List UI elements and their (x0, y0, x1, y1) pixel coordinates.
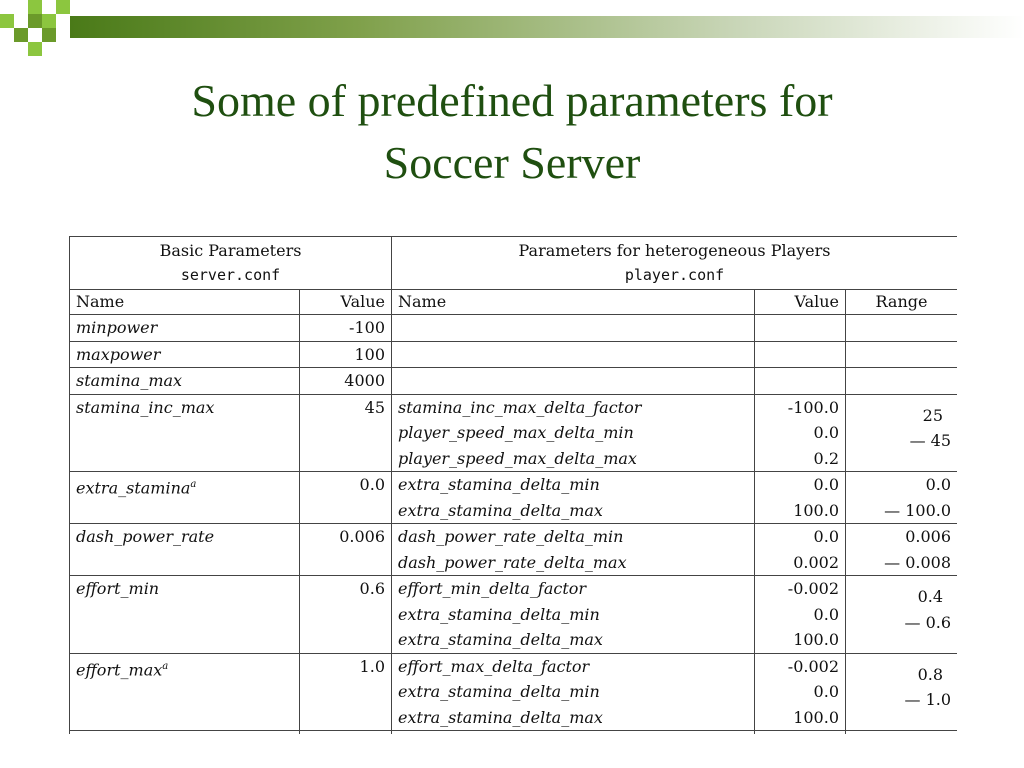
hetero-param-value: 100.0 (793, 500, 839, 520)
hetero-param-values (755, 368, 846, 395)
title-line-2: Soccer Server (383, 137, 641, 188)
decorative-header-bar (0, 0, 1024, 56)
column-header-row (70, 290, 958, 315)
deco-square-7 (56, 0, 70, 14)
range-cell (846, 653, 958, 731)
title-line-1: Some of predefined parameters for (191, 75, 833, 126)
hetero-param-name: extra_stamina_delta_min (398, 604, 600, 624)
cutoff-cell (755, 731, 846, 735)
footnote-marker: a (162, 660, 169, 672)
hetero-params-header (392, 237, 958, 290)
hetero-param-value: 0.002 (793, 552, 839, 572)
param-name-text: effort_max (76, 659, 163, 679)
param-name (70, 524, 300, 576)
hetero-param-values (755, 341, 846, 368)
hetero-param-name: dash_power_rate_delta_max (398, 552, 627, 572)
range-max: — 45 (909, 431, 952, 450)
range-min: 0.8 (917, 664, 944, 684)
deco-square-2 (14, 28, 28, 42)
hetero-param-names (392, 368, 755, 395)
hetero-params-title: Parameters for heterogeneous Players (518, 241, 831, 260)
hetero-param-names (392, 524, 755, 576)
hetero-param-names (392, 315, 755, 342)
range-cell (846, 315, 958, 342)
range-max: — 0.008 (884, 552, 952, 572)
range-max: — 100.0 (884, 500, 952, 520)
param-value: -100 (300, 315, 392, 342)
table-row (70, 394, 958, 472)
hetero-param-value: 0.0 (813, 475, 839, 494)
hetero-param-names (392, 653, 755, 731)
cutoff-cell (846, 731, 958, 735)
hetero-param-value: -0.002 (787, 656, 839, 676)
param-name (70, 576, 300, 654)
table-row (70, 524, 958, 576)
hetero-param-name: extra_stamina_delta_max (398, 500, 603, 520)
hetero-param-name: player_speed_max_delta_min (398, 423, 634, 442)
param-name-text: extra_stamina (76, 478, 191, 498)
hetero-param-name: dash_power_rate_delta_min (398, 527, 624, 546)
deco-square-5 (42, 14, 56, 28)
param-value: 45 (300, 394, 392, 472)
hetero-param-value: -100.0 (787, 397, 839, 417)
hetero-param-value: 0.2 (813, 448, 839, 468)
table-row-cutoff (70, 731, 958, 735)
table-row (70, 472, 958, 524)
param-name (70, 472, 300, 524)
hetero-param-names (392, 576, 755, 654)
hetero-param-values (755, 576, 846, 654)
parameters-table-container (69, 236, 957, 734)
col-header-range: Range (846, 290, 958, 315)
hetero-param-value: 0.0 (813, 604, 839, 624)
hetero-param-value: -0.002 (787, 579, 839, 598)
param-name (70, 653, 300, 731)
hetero-param-name: extra_stamina_delta_min (398, 682, 600, 701)
param-value: 100 (300, 341, 392, 368)
table-row (70, 368, 958, 395)
col-header-name: Name (70, 290, 300, 315)
hetero-param-name: effort_min_delta_factor (398, 579, 587, 598)
hetero-param-name: extra_stamina_delta_min (398, 475, 600, 494)
footnote-marker: a (190, 479, 197, 490)
empty-cell (398, 342, 748, 368)
gradient-band (70, 16, 1024, 38)
basic-params-header (70, 237, 392, 290)
hetero-param-names (392, 394, 755, 472)
hetero-param-name: effort_max_delta_factor (398, 656, 590, 676)
hetero-param-name: extra_stamina_delta_max (398, 707, 603, 727)
param-name-text: effort_min (76, 579, 160, 598)
deco-square-6 (28, 42, 42, 56)
hetero-param-values (755, 472, 846, 524)
hetero-param-name: player_speed_max_delta_max (398, 448, 637, 468)
cutoff-cell (300, 731, 392, 735)
param-value: 1.0 (300, 653, 392, 731)
range-cell (846, 368, 958, 395)
range-max: — 1.0 (904, 690, 952, 709)
hetero-param-name: extra_stamina_delta_max (398, 630, 603, 649)
deco-square-4 (28, 0, 42, 14)
range-min: 25 (922, 405, 944, 425)
col-header-value2: Value (755, 290, 846, 315)
basic-params-file: server.conf (180, 266, 281, 284)
hetero-param-values (755, 315, 846, 342)
col-header-value: Value (300, 290, 392, 315)
cutoff-cell (70, 731, 300, 735)
range-cell (846, 394, 958, 472)
param-name-text: stamina_max (76, 371, 183, 390)
hetero-param-value: 0.0 (813, 423, 839, 442)
param-name-text: maxpower (76, 344, 161, 364)
empty-cell (398, 315, 748, 341)
hetero-params-file: player.conf (624, 266, 725, 284)
hetero-param-value: 100.0 (793, 630, 839, 649)
deco-square-1 (0, 14, 14, 28)
range-min: 0.0 (925, 475, 952, 494)
table-group-header-row (70, 237, 958, 290)
param-name (70, 394, 300, 472)
param-value: 4000 (300, 368, 392, 395)
hetero-param-value: 0.0 (813, 682, 839, 701)
param-name-text: minpower (76, 318, 158, 337)
param-value: 0.006 (300, 524, 392, 576)
hetero-param-value: 100.0 (793, 707, 839, 727)
range-min: 0.4 (917, 587, 944, 606)
range-cell (846, 576, 958, 654)
hetero-param-names (392, 341, 755, 368)
range-cell (846, 524, 958, 576)
range-max: — 0.6 (904, 612, 952, 632)
deco-square-8 (42, 28, 56, 42)
param-name (70, 315, 300, 342)
range-cell (846, 472, 958, 524)
hetero-param-value: 0.0 (813, 527, 839, 546)
hetero-param-values (755, 653, 846, 731)
hetero-param-values (755, 524, 846, 576)
col-header-name2: Name (392, 290, 755, 315)
cutoff-cell (392, 731, 755, 735)
table-row (70, 341, 958, 368)
hetero-param-names (392, 472, 755, 524)
range-min: 0.006 (905, 527, 952, 546)
range-cell (846, 341, 958, 368)
slide-title (0, 70, 1024, 194)
table-row (70, 315, 958, 342)
param-name-text: stamina_inc_max (76, 397, 215, 417)
empty-cell (398, 368, 748, 394)
param-value: 0.6 (300, 576, 392, 654)
deco-square-3 (28, 14, 42, 28)
table-row (70, 653, 958, 731)
param-name (70, 368, 300, 395)
param-value: 0.0 (300, 472, 392, 524)
basic-params-title: Basic Parameters (159, 241, 302, 260)
hetero-param-name: stamina_inc_max_delta_factor (398, 397, 642, 417)
table-row (70, 576, 958, 654)
param-name (70, 341, 300, 368)
hetero-param-values (755, 394, 846, 472)
parameters-table (69, 236, 957, 734)
param-name-text: dash_power_rate (76, 527, 215, 546)
